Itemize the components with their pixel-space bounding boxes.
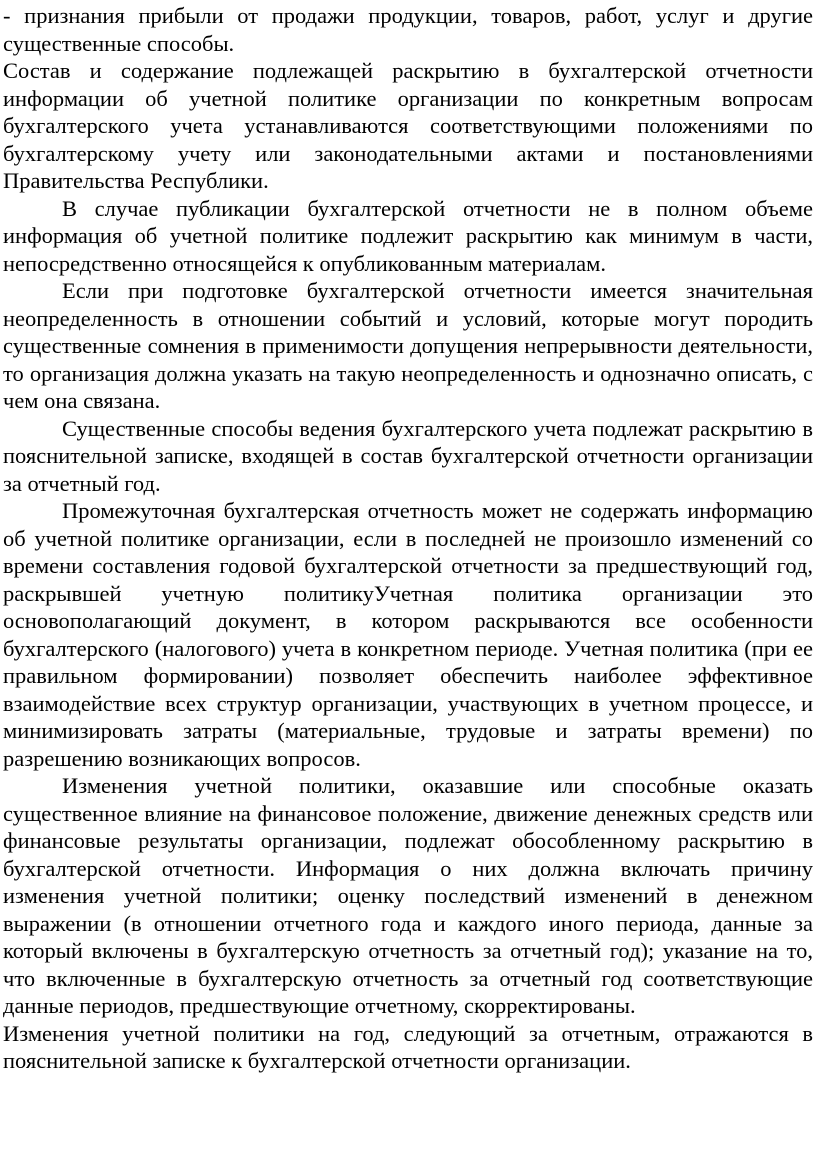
paragraph-policy-changes: Изменения учетной политики, оказавшие или способные оказать существенное влияние на финансовое положение, движение денежных средств или финансовые результаты организации, подлежат обособленному раскрытию в бухгалтерской отчетности. Информация о них должна включать причину изменения учетной политики; оценку последствий изменений в денежном выражении (в отношении отчетного года и каждого иного периода, данные за который включены в бухгалтерскую отчетность за отчетный год); указание на то, что включенные в бухгалтерскую отчетность за отчетный год соответствующие данные периодов, предшествующие отчетному, скорректированы. [3,773,813,1018]
paragraph-recognition-methods: - признания прибыли от продажи продукции, товаров, работ, услуг и другие существенные способы. [3,3,813,56]
paragraph-going-concern: Если при подготовке бухгалтерской отчетности имеется значительная неопределенность в отношении событий и условий, которые могут породить существенные сомнения в применимости допущения непрерывности деятельности, то организация должна указать на такую неопределенность и однозначно описать, с чем она связана. [3,278,813,413]
paragraph-next-year-changes: Изменения учетной политики на год, следующий за отчетным, отражаются в пояснительной записке к бухгалтерской отчетности организации. [3,1020,813,1073]
paragraph-interim-reporting: Промежуточная бухгалтерская отчетность может не содержать информацию об учетной политике организации, если в последней не произошло изменений со времени составления годовой бухгалтерской отчетности за предшествующий год, раскрывшей учетную политикуУчетная политика организации это основополагающий документ, в котором раскрываются все особенности бухгалтерского (налогового) учета в конкретном периоде. Учетная политика (при ее правильном формировании) позволяет обеспечить наиболее эффективное взаимодействие всех структур организации, участвующих в учетном процессе, и минимизировать затраты (материальные, трудовые и затраты времени) по разрешению возникающих вопросов. [3,498,813,771]
paragraph-explanatory-note: Существенные способы ведения бухгалтерского учета подлежат раскрытию в пояснительной записке, входящей в состав бухгалтерской отчетности организации за отчетный год. [3,415,813,496]
paragraph-partial-publication: В случае публикации бухгалтерской отчетности не в полном объеме информация об учетной политике подлежит раскрытию как минимум в части, непосредственно относящейся к опубликованным материалам. [3,195,813,276]
paragraph-disclosure-content: Состав и содержание подлежащей раскрытию в бухгалтерской отчетности информации об учетной политике организации по конкретным вопросам бухгалтерского учета устанавливаются соответствующими положениями по бухгалтерскому учету или законодательными актами и постановлениями Правительства Республики. [3,58,813,193]
